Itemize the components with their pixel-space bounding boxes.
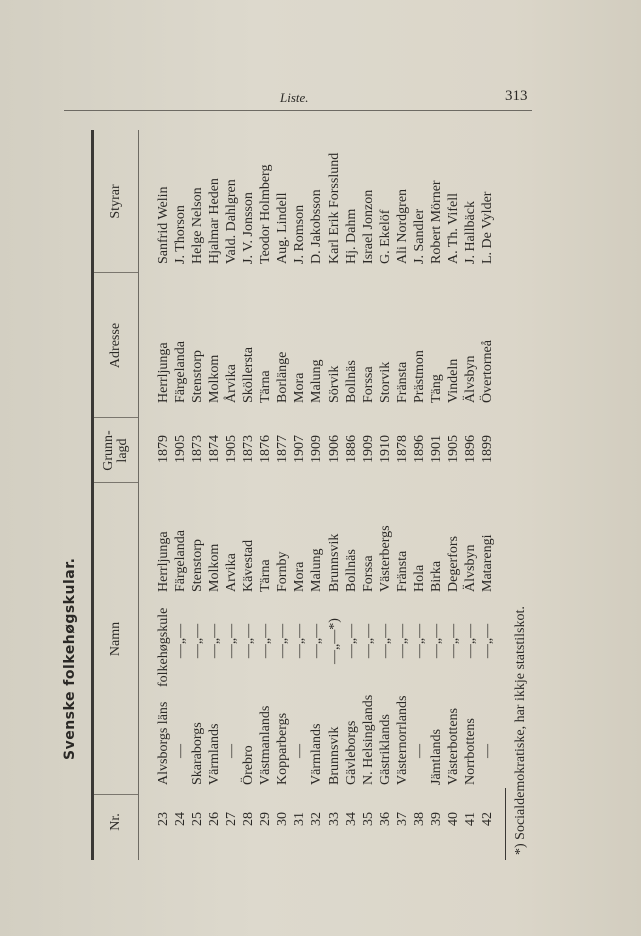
founded-year: 1901 — [428, 435, 444, 463]
address: Malung — [309, 359, 325, 403]
founded-year: 1906 — [326, 435, 342, 463]
school-name: Brunnsvik — [326, 533, 342, 592]
county-name: Örebro — [241, 745, 257, 785]
address: Årvika — [224, 364, 240, 403]
table-row — [343, 0, 360, 936]
ditto-mark: —„— — [428, 623, 444, 659]
row-number: 34 — [343, 812, 359, 826]
principal-name: J. V. Jonsson — [241, 192, 257, 264]
table-row — [411, 0, 428, 936]
principal-name: Israel Jonzon — [360, 189, 376, 264]
address: Älvsbyn — [462, 355, 478, 403]
founded-year: 1896 — [411, 435, 427, 463]
table-row — [360, 0, 377, 936]
row-number: 39 — [428, 812, 444, 826]
row-number: 41 — [462, 812, 478, 826]
row-number: 40 — [445, 812, 461, 826]
founded-year: 1896 — [462, 435, 478, 463]
principal-name: Aug. Lindell — [275, 192, 291, 264]
principal-name: Hj. Dahm — [343, 208, 359, 264]
header-grunnlagd: Grunn- lagd — [101, 430, 130, 471]
county-name: Värmlands — [207, 723, 223, 785]
founded-year: 1879 — [156, 435, 171, 463]
ditto-mark: —„— — [207, 623, 223, 659]
school-name: Molkom — [207, 543, 223, 592]
header-nr: Nr. — [108, 813, 123, 831]
address: Borlänge — [275, 351, 291, 403]
row-number: 28 — [241, 812, 257, 826]
ditto-mark: —„— — [377, 623, 393, 659]
row-number: 38 — [411, 812, 427, 826]
county-name: Gästriklands — [377, 714, 393, 785]
founded-year: 1886 — [343, 435, 359, 463]
footnote: *) Socialdemokratiske, har ikkje statstilskot. — [513, 606, 528, 855]
county-name: — — [479, 744, 495, 758]
principal-name: Teodor Holmberg — [258, 164, 274, 264]
document-title: Svenske folkehøgskular. — [62, 557, 78, 760]
school-name: Fränsta — [394, 550, 410, 592]
table-row — [172, 0, 189, 936]
address: Övertorneå — [479, 340, 495, 403]
table-row — [223, 0, 240, 936]
row-number: 26 — [207, 812, 223, 826]
table-header-rule — [138, 130, 139, 860]
table-row — [291, 0, 308, 936]
county-name: Västernorrlands — [394, 695, 410, 785]
county-name: Norrbottens — [462, 718, 478, 785]
principal-name: G. Ekelöf — [377, 209, 393, 264]
row-number: 42 — [479, 812, 495, 826]
county-name: Jämtlands — [428, 729, 444, 785]
county-name: — — [173, 744, 189, 758]
row-number: 33 — [326, 812, 342, 826]
ditto-mark: —„— — [292, 623, 308, 659]
principal-name: Sanfrid Welin — [156, 186, 171, 264]
school-name: Degerfors — [445, 536, 461, 592]
founded-year: 1873 — [241, 435, 257, 463]
school-name: Malung — [309, 548, 325, 592]
ditto-mark: —„— — [275, 623, 291, 659]
address: Tärna — [258, 370, 274, 403]
row-number: 35 — [360, 812, 376, 826]
address: Herrljunga — [156, 342, 171, 403]
school-name: Älvsbyn — [462, 544, 478, 592]
school-name: Herrljunga — [156, 531, 171, 592]
row-number: 31 — [292, 812, 308, 826]
founded-year: 1907 — [292, 435, 308, 463]
address: Forssa — [360, 366, 376, 403]
principal-name: Hjalmar Heden — [207, 178, 223, 264]
row-number: 24 — [173, 812, 189, 826]
principal-name: J. Romson — [292, 204, 308, 264]
ditto-mark: —„— — [360, 623, 376, 659]
address: Mora — [292, 372, 308, 403]
ditto-mark: —„— — [411, 623, 427, 659]
address: Stenstorp — [190, 350, 206, 403]
founded-year: 1877 — [275, 435, 291, 463]
county-name: — — [411, 744, 427, 758]
school-name: Matarengi — [479, 534, 495, 592]
school-name: Hola — [411, 564, 427, 592]
school-name: Färgelanda — [173, 530, 189, 592]
table-row — [274, 0, 291, 936]
county-name: Kopparbergs — [275, 712, 291, 785]
county-name: Skaraborgs — [190, 722, 206, 785]
address: Storvik — [377, 361, 393, 403]
school-name: Kävestad — [241, 539, 257, 592]
school-name: Arvika — [224, 553, 240, 592]
ditto-mark: —„— — [241, 623, 257, 659]
county-name: — — [224, 744, 240, 758]
ditto-mark: —„— — [445, 623, 461, 659]
school-name: Bollnäs — [343, 549, 359, 592]
row-number: 23 — [156, 812, 171, 826]
school-name: Västerbergs — [377, 525, 393, 592]
principal-name: Robert Mörner — [428, 180, 444, 264]
principal-name: D. Jakobsson — [309, 189, 325, 264]
ditto-mark: —„— — [394, 623, 410, 659]
founded-year: 1873 — [190, 435, 206, 463]
school-name: Stenstorp — [190, 539, 206, 592]
county-name: Brunnsvik — [326, 726, 342, 785]
founded-year: 1910 — [377, 435, 393, 463]
county-name: Gävleborgs — [343, 720, 359, 785]
row-number: 30 — [275, 812, 291, 826]
footnote-rule — [505, 788, 506, 860]
page-number: 313 — [505, 88, 528, 104]
ditto-mark: —„— — [462, 623, 478, 659]
row-number: 25 — [190, 812, 206, 826]
ditto-mark: folkehøgskule — [156, 607, 171, 687]
table-row — [326, 0, 343, 936]
ditto-mark: —„— — [479, 623, 495, 659]
address: Vindeln — [445, 358, 461, 403]
principal-name: J. Hallbäck — [462, 201, 478, 264]
principal-name: Helge Nelson — [190, 187, 206, 264]
school-name: Mora — [292, 561, 308, 592]
address: Prästmon — [411, 350, 427, 403]
founded-year: 1876 — [258, 435, 274, 463]
ditto-mark: —„— — [258, 623, 274, 659]
table-row — [479, 0, 496, 936]
school-name: Fornby — [275, 551, 291, 592]
address: Molkom — [207, 354, 223, 403]
county-name: Värmlands — [309, 723, 325, 785]
principal-name: Ali Nordgren — [394, 188, 410, 264]
table-row — [257, 0, 274, 936]
table-row — [240, 0, 257, 936]
founded-year: 1899 — [479, 435, 495, 463]
principal-name: A. Th. Vifell — [445, 193, 461, 264]
table-row — [206, 0, 223, 936]
row-number: 32 — [309, 812, 325, 826]
ditto-mark: —„—*) — [326, 618, 342, 664]
founded-year: 1905 — [445, 435, 461, 463]
founded-year: 1909 — [309, 435, 325, 463]
founded-year: 1905 — [224, 435, 240, 463]
principal-name: J. Sandler — [411, 208, 427, 264]
address: Sköllersta — [241, 347, 257, 403]
table-row — [308, 0, 325, 936]
address: Färgelanda — [173, 341, 189, 403]
county-name: Västerbottens — [445, 708, 461, 785]
ditto-mark: —„— — [190, 623, 206, 659]
principal-name: Karl Erik Forsslund — [326, 152, 342, 264]
principal-name: J. Thorson — [173, 205, 189, 264]
header-namn: Namn — [108, 621, 123, 657]
row-number: 27 — [224, 812, 240, 826]
address: Fränsta — [394, 361, 410, 403]
principal-name: Vald. Dahlgren — [224, 179, 240, 264]
county-name: N. Helsinglands — [360, 694, 376, 785]
address: Sörvik — [326, 365, 342, 403]
school-name: Forssa — [360, 555, 376, 592]
ditto-mark: —„— — [309, 623, 325, 659]
founded-year: 1905 — [173, 435, 189, 463]
ditto-mark: —„— — [343, 623, 359, 659]
header-styrar: Styrar — [108, 184, 123, 219]
table-row — [189, 0, 206, 936]
school-name: Birka — [428, 560, 444, 592]
table-row — [445, 0, 462, 936]
address: Bollnäs — [343, 360, 359, 403]
table-row — [377, 0, 394, 936]
table-row — [428, 0, 445, 936]
table-row — [394, 0, 411, 936]
ditto-mark: —„— — [224, 623, 240, 659]
county-name: Västmanlands — [258, 705, 274, 785]
founded-year: 1909 — [360, 435, 376, 463]
founded-year: 1874 — [207, 435, 223, 463]
founded-year: 1878 — [394, 435, 410, 463]
principal-name: L. De Vylder — [479, 191, 495, 264]
row-number: 36 — [377, 812, 393, 826]
county-name: — — [292, 744, 308, 758]
header-adresse: Adresse — [108, 322, 123, 369]
table-row — [462, 0, 479, 936]
ditto-mark: —„— — [173, 623, 189, 659]
school-name: Tärna — [258, 559, 274, 592]
row-number: 37 — [394, 812, 410, 826]
county-name: Alvsborgs läns — [156, 701, 171, 785]
table-row — [155, 0, 172, 936]
running-title: Liste. — [280, 90, 309, 105]
address: Täng — [428, 374, 444, 403]
row-number: 29 — [258, 812, 274, 826]
